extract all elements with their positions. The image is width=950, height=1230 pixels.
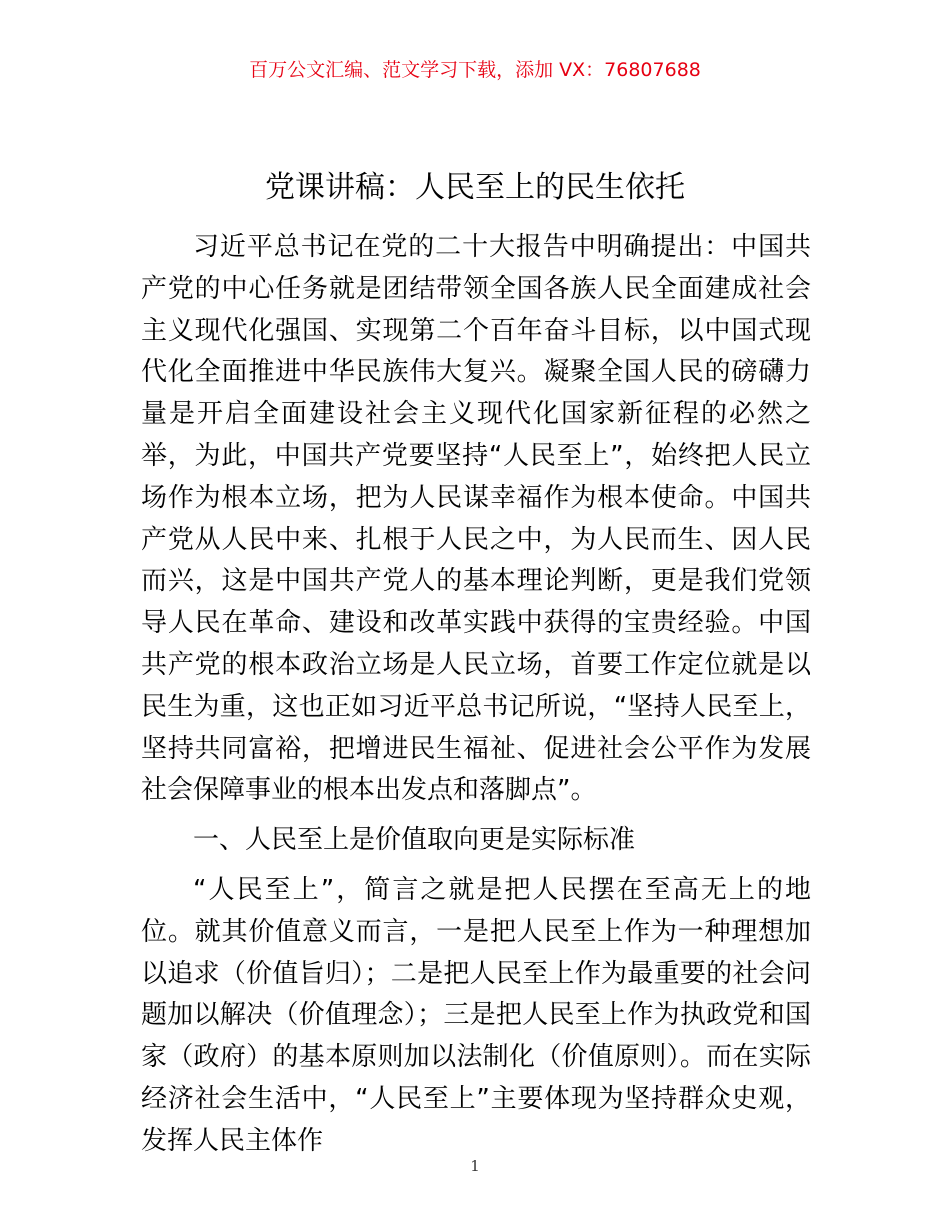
page-number: 1 bbox=[470, 1157, 480, 1175]
paragraph-intro: 习近平总书记在党的二十大报告中明确提出：中国共产党的中心任务就是团结带领全国各族人民全面建成社会主义现代化强国、实现第二个百年奋斗目标，以中国式现代化全面推进中华民族伟大复兴。凝聚全国人民的磅礴力量是开启全面建设社会主义现代化国家新征程的必然之举，为此，中国共产党要坚持“人民至上”，始终把人民立场作为根本立场，把为人民谋幸福作为根本使命。中国共产党从人民中来、扎根于人民之中，为人民而生、因人民而兴，这是中国共产党人的基本理论判断，更是我们党领导人民在革命、建设和改革实践中获得的宝贵经验。中国共产党的根本政治立场是人民立场，首要工作定位就是以民生为重，这也正如习近平总书记所说，“坚持人民至上，坚持共同富裕，把增进民生福祉、促进社会公平作为发展社会保障事业的根本出发点和落脚点”。 bbox=[141, 232, 811, 806]
document-body bbox=[141, 227, 811, 1171]
paragraph-section-1: “人民至上”，简言之就是把人民摆在至高无上的地位。就其价值意义而言，一是把人民至上作为一种理想加以追求（价值旨归）；二是把人民至上作为最重要的社会问题加以解决（价值理念）；三是把人民至上作为执政党和国家（政府）的基本原则加以法制化（价值原则）。而在实际经济社会生活中，“人民至上”主要体现为坚持群众史观，发挥人民主体作 bbox=[141, 874, 811, 1156]
page-title: 党课讲稿：人民至上的民生依托 bbox=[265, 170, 685, 205]
section-heading-1: 一、人民至上是价值取向更是实际标准 bbox=[193, 825, 636, 856]
header-banner: 百万公文汇编、范文学习下载，添加 VX：76807688 bbox=[249, 59, 701, 81]
